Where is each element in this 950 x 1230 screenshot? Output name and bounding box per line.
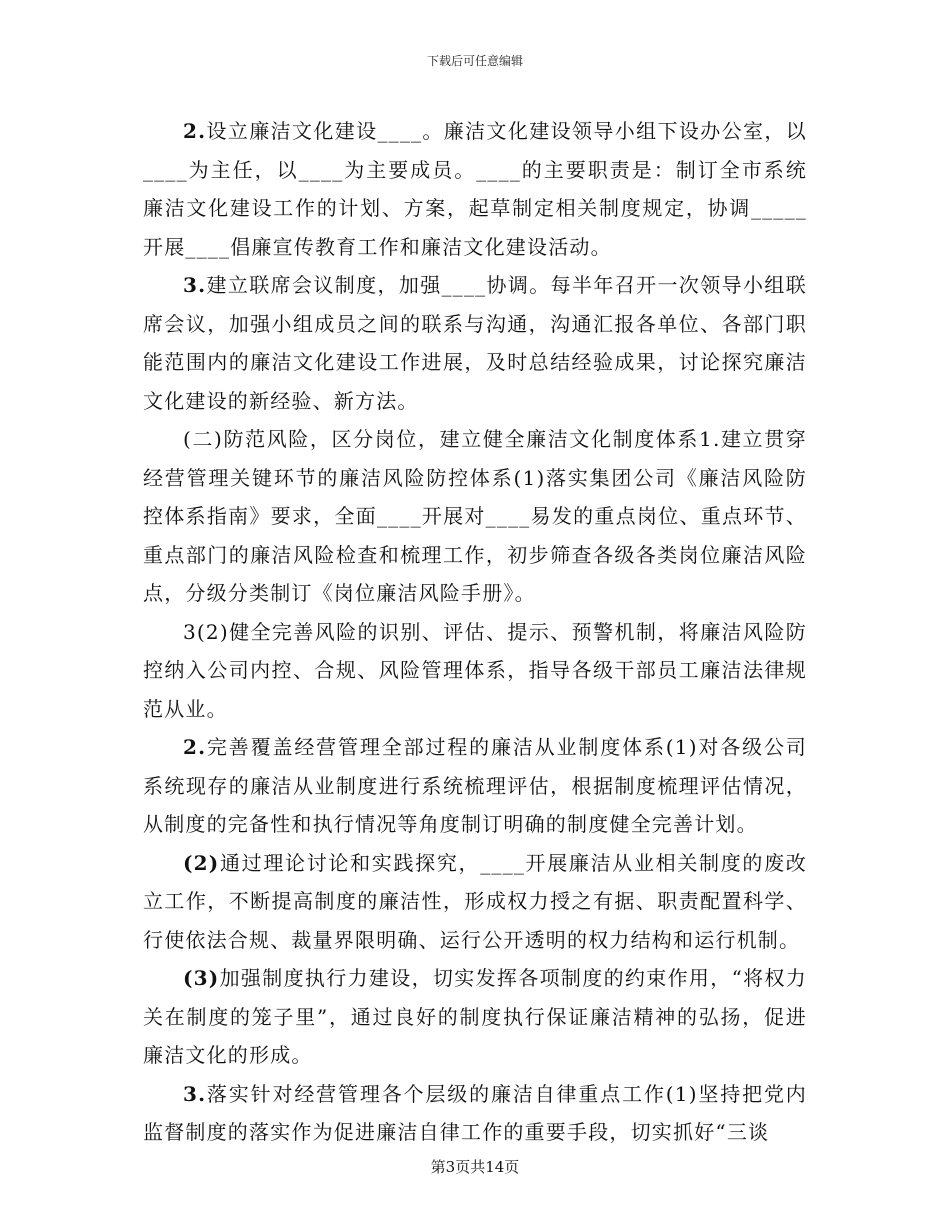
- paragraph: [143, 420, 807, 613]
- paragraph-number: 2.: [183, 119, 207, 143]
- paragraph: [143, 613, 807, 729]
- paragraph: [143, 112, 807, 266]
- paragraph: [143, 266, 807, 420]
- paragraph: [143, 844, 807, 960]
- paragraph-text: 加强制度执行力建设，切实发挥各项制度的约束作用，“将权力关在制度的笼子里”，通过良好的制度执行保证廉洁精神的弘扬，促进廉洁文化的形成。: [143, 966, 807, 1067]
- page-footer: 第3页共14页: [430, 1158, 520, 1176]
- paragraph-number: 3.: [183, 273, 207, 297]
- paragraph-number: 3.: [183, 1081, 207, 1106]
- paragraph-text: 3(2)健全完善风险的识别、评估、提示、预警机制，将廉洁风险防控纳入公司内控、合规、风险管理体系，指导各级干部员工廉洁法律规范从业。: [143, 619, 807, 721]
- paragraph: [143, 959, 807, 1075]
- document-body: [143, 112, 807, 1152]
- paragraph-text: 通过理论讨论和实践探究，____开展廉洁从业相关制度的废改立工作，不断提高制度的廉洁性，形成权力授之有据、职责配置科学、行使依法合规、裁量界限明确、运行公开透明的权力结构和运行机制。: [143, 850, 807, 952]
- paragraph: [143, 728, 807, 844]
- paragraph-text: (二)防范风险，区分岗位，建立健全廉洁文化制度体系1.建立贯穿经营管理关键环节的廉洁风险防控体系(1)落实集团公司《廉洁风险防控体系指南》要求，全面____开展对____易发的重点岗位、重点环节、重点部门的廉洁风险检查和梳理工作，初步筛查各级各类岗位廉洁风险点，分级分类制订《岗位廉洁风险手册》。: [143, 427, 807, 605]
- paragraph-number: (3): [183, 966, 220, 990]
- paragraph-text: 落实针对经营管理各个层级的廉洁自律重点工作(1)坚持把党内监督制度的落实作为促进廉洁自律工作的重要手段，切实抓好“三谈: [143, 1081, 807, 1144]
- paragraph-text: 设立廉洁文化建设____。廉洁文化建设领导小组下设办公室，以____为主任，以____为主要成员。____的主要职责是：制订全市系统廉洁文化建设工作的计划、方案，起草制定相关制度规定，协调_____开展____倡廉宣传教育工作和廉洁文化建设活动。: [143, 119, 807, 259]
- paragraph: [143, 1075, 807, 1152]
- paragraph-text: 完善覆盖经营管理全部过程的廉洁从业制度体系(1)对各级公司系统现存的廉洁从业制度进行系统梳理评估，根据制度梳理评估情况，从制度的完备性和执行情况等角度制订明确的制度健全完善计划。: [143, 735, 807, 836]
- paragraph-number: 2.: [183, 735, 207, 759]
- paragraph-number: (2): [183, 850, 220, 875]
- paragraph-text: 建立联席会议制度，加强____协调。每半年召开一次领导小组联席会议，加强小组成员之间的联系与沟通，沟通汇报各单位、各部门职能范围内的廉洁文化建设工作进展，及时总结经验成果，讨论探究廉洁文化建设的新经验、新方法。: [143, 273, 807, 413]
- page-header: 下载后可任意编辑: [426, 54, 523, 68]
